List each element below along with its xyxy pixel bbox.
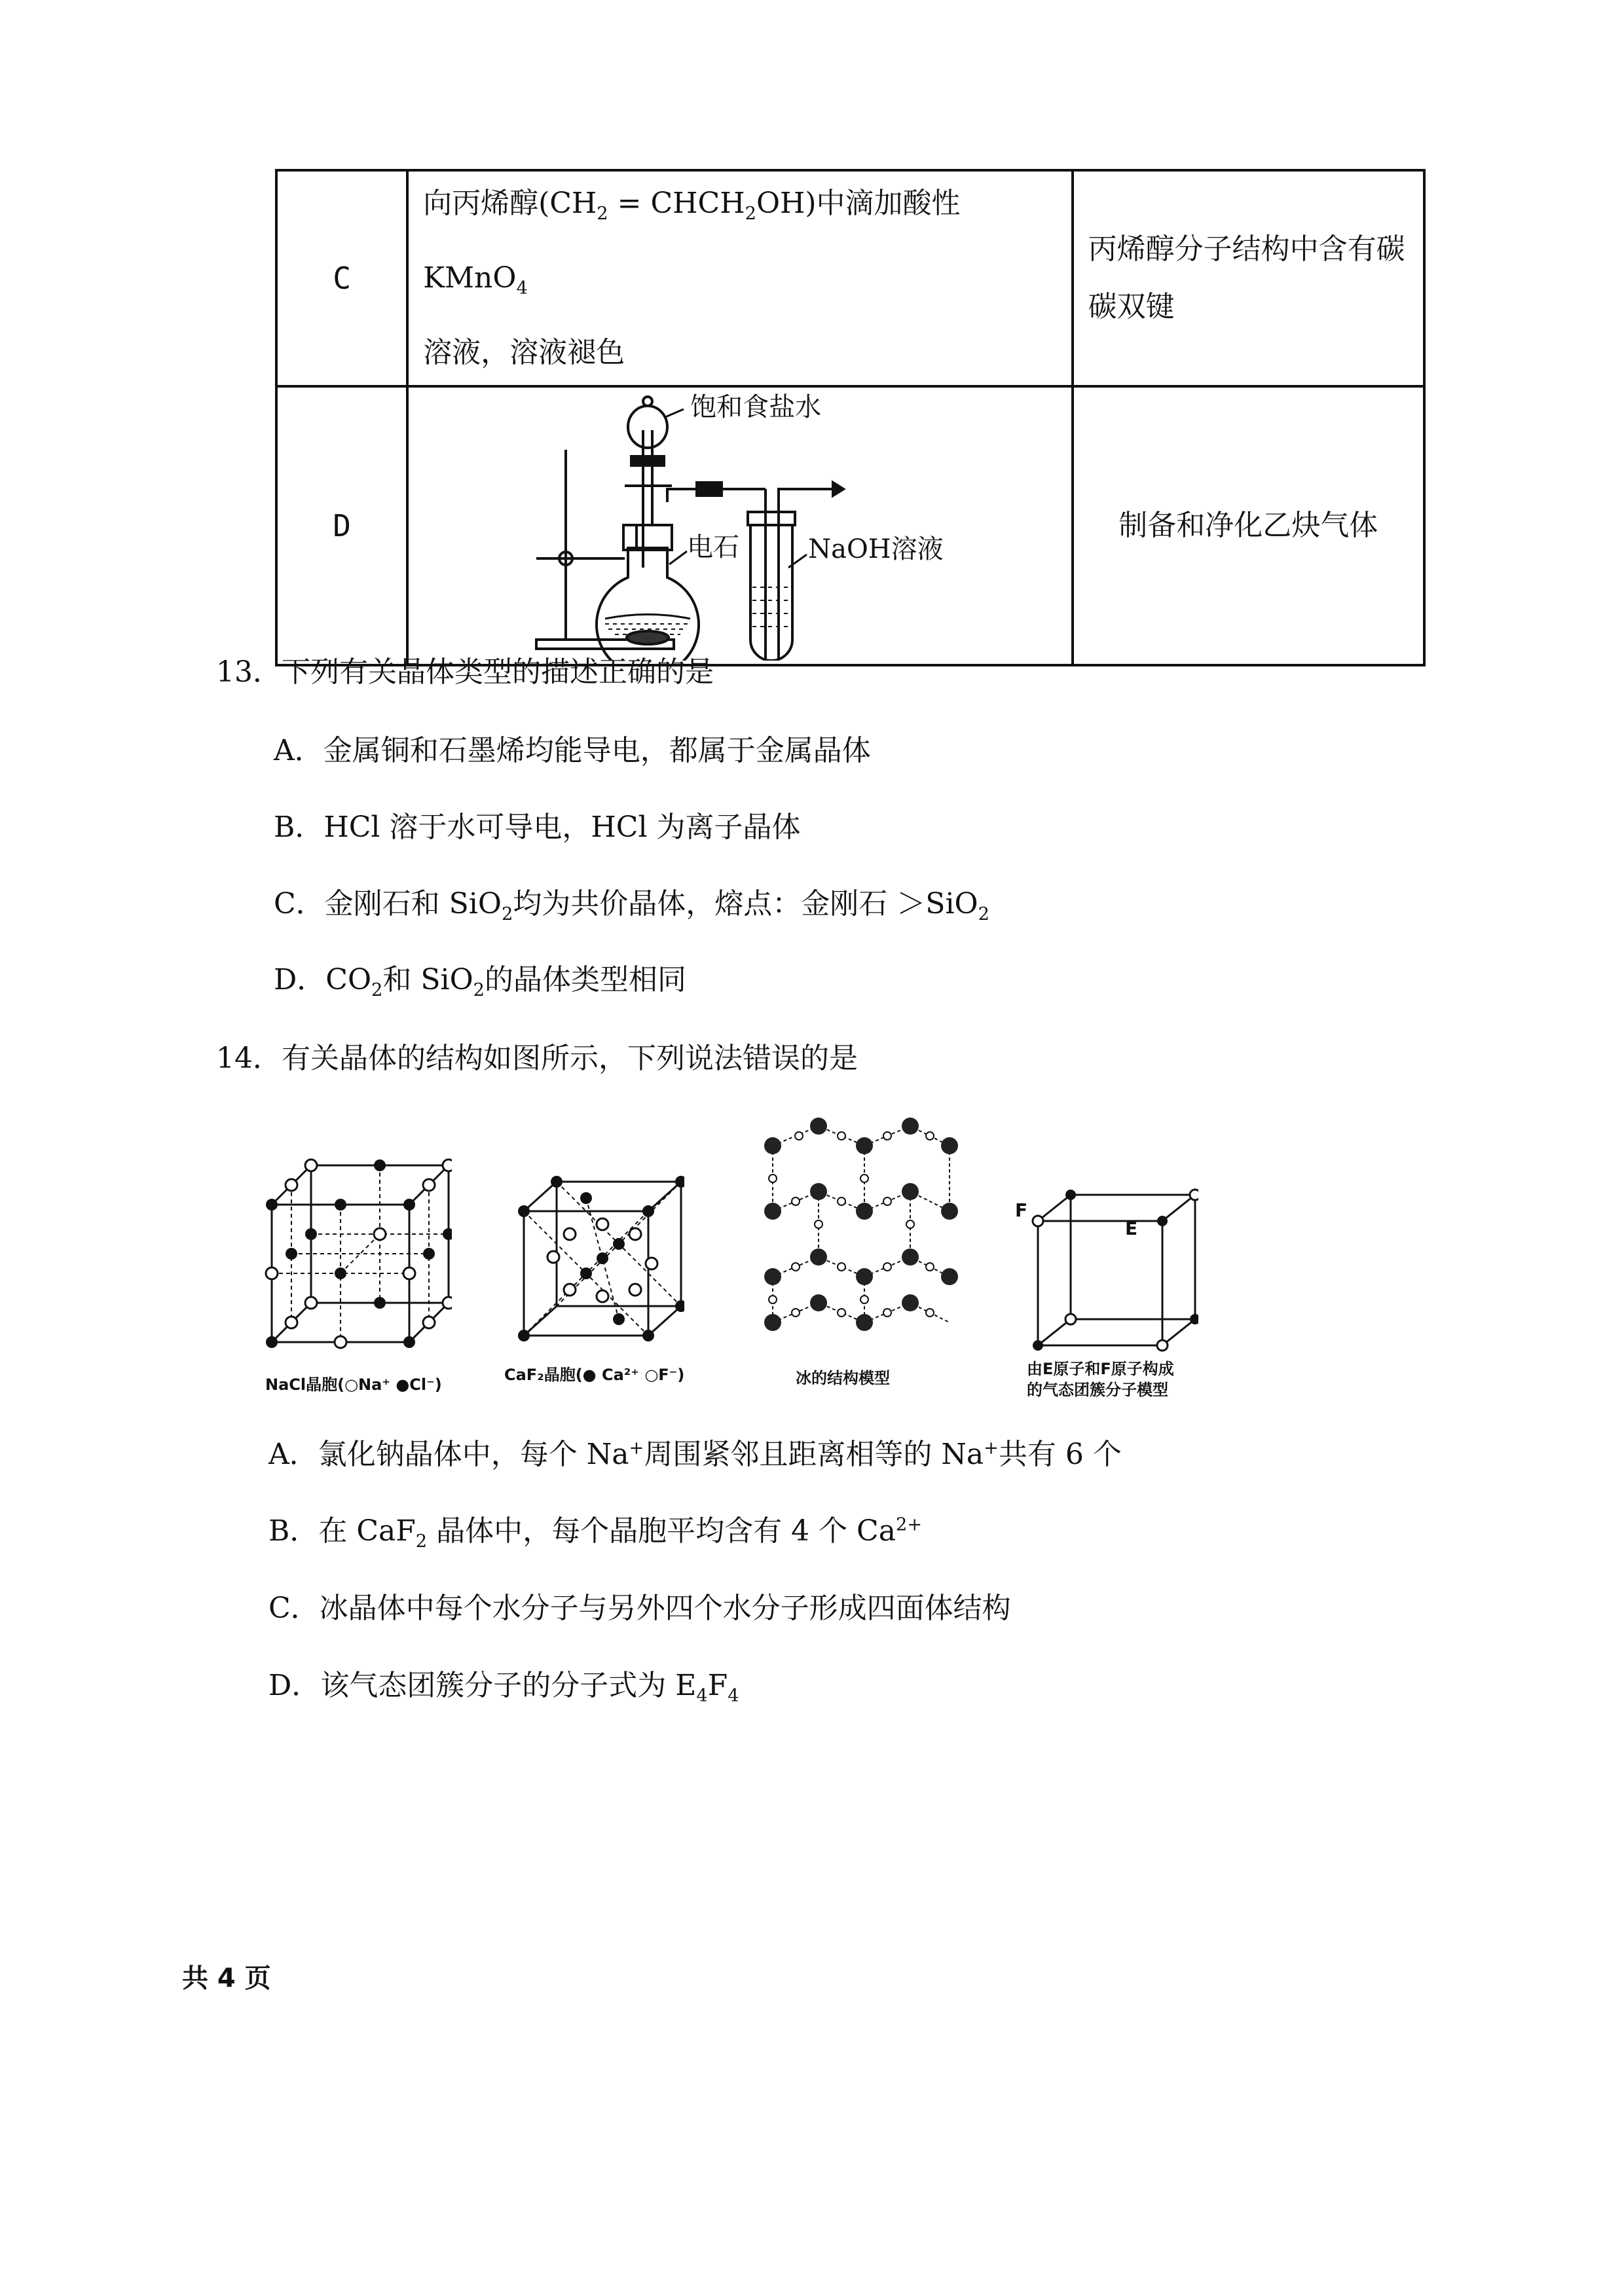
q13-option-a: A．金属铜和石墨烯均能导电，都属于金属晶体 <box>274 734 871 767</box>
q14-option-b: B．在 CaF$_2$ 晶体中，每个晶胞平均含有 4 个 $Ca^{2+}$ <box>268 1514 923 1552</box>
label-calcium-carbide: 电石 <box>687 532 740 562</box>
cluster-molecule-figure <box>1018 1185 1198 1355</box>
q14-option-c: C．冰晶体中每个水分子与另外四个水分子形成四面体结构 <box>268 1592 1011 1625</box>
gas-outlet-arrow <box>833 483 843 496</box>
q13-option-b: B．HCl 溶于水可导电，HCl 为离子晶体 <box>274 811 801 844</box>
label-naoh-solution: NaOH溶液 <box>808 534 944 564</box>
separatory-funnel <box>628 406 667 448</box>
row-d-label: D <box>276 386 407 665</box>
row-d-apparatus <box>407 386 1073 665</box>
row-d-conclusion: 制备和净化乙炔气体 <box>1073 386 1424 665</box>
flask-stopper <box>623 525 672 550</box>
tube-stopper <box>748 512 795 525</box>
table-row-c <box>276 170 1424 386</box>
page-count-footer: 共 4 页 <box>182 1963 271 1994</box>
q13-stem: 13．下列有关晶体类型的描述正确的是 <box>216 655 714 689</box>
q14-stem: 14．有关晶体的结构如图所示，下列说法错误的是 <box>216 1042 858 1075</box>
funnel-stopcock <box>631 456 664 465</box>
label-e-atom: E <box>1125 1218 1138 1239</box>
row-c-conclusion: 丙烯醇分子结构中含有碳碳双键 <box>1073 170 1424 386</box>
rubber-tube-clip <box>697 483 722 496</box>
cluster-caption: 由E原子和F原子构成 的气态团簇分子模型 <box>1027 1360 1174 1399</box>
row-c-operation: 向丙烯醇($CH_2$ = $CHCH_2OH$)中滴加酸性KMnO$_4$ 溶液，溶液褪色 <box>407 170 1073 386</box>
experiment-table <box>275 169 1426 666</box>
nacl-caption: NaCl晶胞(○Na⁺ ●Cl⁻) <box>265 1376 442 1394</box>
outlet-tube <box>779 489 821 659</box>
ice-structure-figure <box>747 1106 963 1349</box>
label-saturated-brine: 饱和食盐水 <box>690 392 822 422</box>
table-row-d <box>276 386 1424 665</box>
caf2-caption: CaF₂晶胞(● Ca²⁺ ○F⁻) <box>504 1366 685 1384</box>
q13-option-d: D．$CO_2$和 SiO$_2$的晶体类型相同 <box>274 963 687 1000</box>
acetylene-apparatus-diagram <box>409 391 1045 661</box>
q13-option-c: C．金刚石和 SiO$_2$均为共价晶体，熔点：金刚石 ＞SiO$_2$ <box>274 887 989 924</box>
nacl-unit-cell-figure <box>262 1152 452 1368</box>
row-c-label: C <box>276 170 407 386</box>
funnel-stopper <box>643 397 652 406</box>
caf2-unit-cell-figure <box>514 1172 684 1362</box>
calcium-carbide-lumps <box>627 631 669 644</box>
q14-option-a: A．氯化钠晶体中，每个 Na+周围紧邻且距离相等的 Na+共有 6 个 <box>268 1438 1122 1471</box>
wash-test-tube <box>750 525 792 661</box>
label-f-atom: F <box>1015 1199 1028 1221</box>
ice-caption: 冰的结构模型 <box>796 1369 890 1387</box>
q14-option-d: D．该气态团簇分子的分子式为 $E_4F_4$ <box>268 1669 739 1706</box>
